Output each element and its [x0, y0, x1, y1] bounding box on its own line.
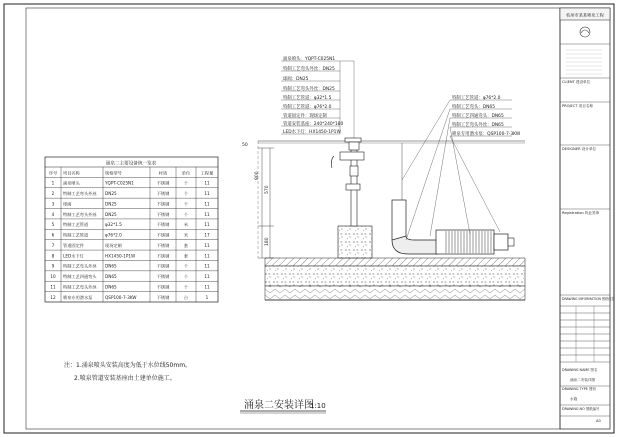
table-cell: 喷泉专用潜水泵	[63, 294, 93, 300]
table-cell: 11	[204, 222, 210, 228]
table-cell: 12	[50, 294, 56, 300]
table-cell: 米	[183, 222, 189, 228]
gravel-layer	[265, 266, 525, 286]
label-registration: Registration 执业签章	[562, 211, 600, 215]
table-cell: 个	[183, 263, 189, 269]
table-cell: 不锈钢	[156, 274, 170, 280]
table-cell: QSP100-7-3KW	[105, 294, 137, 300]
table-cell: 11	[204, 211, 210, 217]
right-callout: 特制工艺管道：φ76*2.0	[452, 96, 501, 101]
pipe-fixing	[346, 184, 360, 190]
table-cell: 特制工艺弯头外丝	[63, 263, 97, 269]
table-cell: DN65	[105, 263, 117, 269]
table-row	[52, 180, 210, 187]
main-pipe-elbow	[392, 236, 438, 254]
table-cell: 11	[204, 201, 210, 207]
table-cell: 8	[51, 253, 55, 259]
table-cell: 特制工艺四通弯头	[63, 274, 97, 280]
left-callout: 管道安装基座：240*240*180	[283, 122, 344, 127]
table-title: 涌泉二主要设备统一览表	[105, 161, 157, 167]
table-row	[52, 211, 210, 218]
table-cell: DN25	[105, 211, 117, 217]
label-designer: DESIGNER 设计单位	[562, 147, 597, 151]
table-cell: 11	[50, 284, 56, 290]
right-callout: 特制工艺弯头：DN65	[452, 105, 495, 110]
table-cell: 不锈钢	[156, 284, 170, 290]
left-callout: 涌泉喷头：YQPT-C025N1	[283, 57, 336, 62]
table-cell: 特制工艺弯头外丝	[63, 191, 97, 197]
table-row	[52, 263, 210, 270]
table-cell: 11	[204, 263, 210, 269]
table-cell: DN65	[105, 284, 117, 290]
table-cell: 4	[51, 211, 55, 217]
table-cell: 涌泉喷头	[63, 180, 80, 186]
table-cell: 材质	[158, 170, 168, 176]
table-cell: 套	[183, 242, 189, 248]
company-name: 杭州市某某喷泉工程	[566, 12, 604, 18]
label-project: PROJECT 项目名称	[562, 104, 594, 108]
table-cell: 11	[204, 242, 210, 248]
right-callout: 喷泉专用潜水泵：QSP100-7-3KW	[452, 132, 521, 137]
table-cell: 特制工艺弯头外丝	[63, 284, 97, 290]
table-cell: DN65	[105, 274, 117, 280]
table-cell: 项目名称	[63, 170, 80, 176]
table-cell: YQPT-C025N1	[105, 180, 134, 186]
left-callout: 球阀：DN25	[283, 77, 309, 82]
table-row	[52, 221, 210, 228]
table-cell: 11	[204, 274, 210, 280]
table-cell: HX1450-1P1W	[105, 253, 136, 259]
table-cell: 3	[51, 201, 55, 207]
label-client: CLIENT 建设单位	[562, 80, 591, 84]
led-light	[340, 152, 364, 160]
table-cell: 特制工艺管道	[63, 232, 89, 238]
table-cell: 特制工艺弯头外丝	[63, 211, 97, 217]
table-cell: DN25	[105, 191, 117, 197]
dimension-50: 50	[242, 143, 248, 148]
table-cell: 9	[51, 263, 55, 269]
note-line-1: 注：1.涌泉喷头安装高度为低于水位线50mm。	[64, 362, 192, 369]
section-detail	[242, 55, 525, 300]
pipe-base	[338, 226, 372, 258]
drawing-scale: 1:10	[310, 402, 326, 410]
table-cell: 单位	[181, 170, 191, 176]
table-row	[50, 273, 210, 280]
table-cell: 不锈钢	[156, 201, 170, 207]
table-cell: DN25	[105, 201, 117, 207]
concrete-layer	[265, 258, 525, 266]
table-cell: 7	[51, 242, 55, 248]
left-callout: 管道固定件：现场定制	[283, 114, 327, 119]
table-cell: 个	[183, 284, 189, 290]
right-callout: 特制工艺四通弯头：DN65	[452, 114, 504, 119]
table-row	[52, 200, 210, 207]
drawing-title-label	[240, 398, 326, 413]
dimension-570: 570	[265, 185, 270, 194]
table-row	[50, 294, 208, 301]
table-cell: 工程量	[200, 170, 214, 176]
table-cell: 管道固定件	[63, 242, 84, 248]
label-drawing-no: DRAWING NO 图纸编号	[562, 407, 600, 411]
table-cell: 10	[50, 274, 56, 280]
table-row	[52, 242, 210, 249]
left-callout: 特制工艺弯头外丝：DN25	[283, 67, 335, 72]
table-cell: 11	[204, 191, 210, 197]
table-cell: 不锈钢	[156, 242, 170, 248]
table-cell: 个	[183, 201, 189, 207]
ball-valve	[350, 166, 358, 176]
table-row	[52, 252, 210, 259]
table-row	[50, 284, 210, 291]
table-cell: 11	[204, 253, 210, 259]
table-cell: 规格型号	[105, 170, 122, 176]
table-cell: 不锈钢	[156, 253, 170, 259]
table-cell: 5	[51, 222, 55, 228]
table-cell: LED水下灯	[63, 253, 84, 259]
table-cell: 个	[183, 180, 189, 186]
table-cell: 不锈钢	[156, 180, 170, 186]
version-value: A0	[596, 419, 601, 423]
table-cell: 不锈钢	[156, 263, 170, 269]
table-row	[52, 232, 210, 239]
table-cell: 序号	[48, 170, 58, 176]
main-pipe-vertical	[392, 200, 406, 240]
table-cell: 11	[204, 284, 210, 290]
left-callout: 特制工艺管道：φ76*2.0	[283, 105, 332, 110]
label-drawing-information: DRAWING INFORMATION 图纸信息	[562, 297, 615, 301]
table-cell: 不锈钢	[156, 222, 170, 228]
title-block	[560, 8, 615, 429]
left-callout: 特制工艺管道：φ32*1.5	[283, 96, 332, 101]
table-cell: 个	[183, 211, 189, 217]
left-callout: 特制工艺弯头外丝：DN25	[283, 87, 335, 92]
table-cell: 1	[205, 294, 209, 300]
table-cell: 不锈钢	[156, 232, 170, 238]
drawing-title: 涌泉二安装详图	[244, 400, 314, 411]
table-row	[52, 190, 210, 197]
table-cell: φ32*1.5	[105, 222, 122, 228]
left-callout: LED水下灯：HX1450-1P1W	[283, 130, 341, 135]
note-line-2: 2.喷泉管道安装基座由土建单位施工。	[74, 375, 176, 382]
dimension-180: 180	[265, 237, 270, 246]
submersible-pump	[436, 230, 494, 254]
right-callout: 特制工艺弯头外丝：DN65	[452, 123, 504, 128]
table-cell: 11	[204, 180, 210, 186]
table-cell: 个	[183, 191, 189, 197]
table-cell: 特制工艺管道	[63, 222, 89, 228]
nozzle	[345, 138, 361, 142]
equipment-table	[45, 157, 218, 302]
table-cell: 2	[51, 191, 55, 197]
table-cell: 现场定制	[105, 242, 122, 248]
table-cell: 球阀	[63, 201, 72, 207]
table-cell: 米	[183, 232, 189, 238]
table-cell: 17	[204, 232, 210, 238]
drawing-type-value: 水施	[570, 397, 578, 401]
label-drawing-name: DRAWING NAME 图名	[562, 368, 598, 372]
dimension-chain	[242, 142, 274, 258]
drawing-name-value: 涌泉二安装详图	[570, 378, 596, 382]
table-cell: 不锈钢	[156, 191, 170, 197]
soil-layer	[265, 286, 525, 300]
table-cell: φ76*2.0	[105, 232, 122, 238]
dimension-800: 800	[255, 171, 260, 180]
table-cell: 台	[183, 294, 189, 300]
table-cell: 不锈钢	[156, 211, 170, 217]
table-cell: 6	[51, 232, 55, 238]
label-drawing-type: DRAWING TYPE 图别	[562, 387, 596, 391]
table-cell: 套	[183, 253, 189, 259]
table-cell: 1	[51, 180, 55, 186]
table-cell: 不锈钢	[156, 294, 170, 300]
table-cell: 个	[183, 274, 189, 280]
table-header-row	[49, 169, 213, 176]
